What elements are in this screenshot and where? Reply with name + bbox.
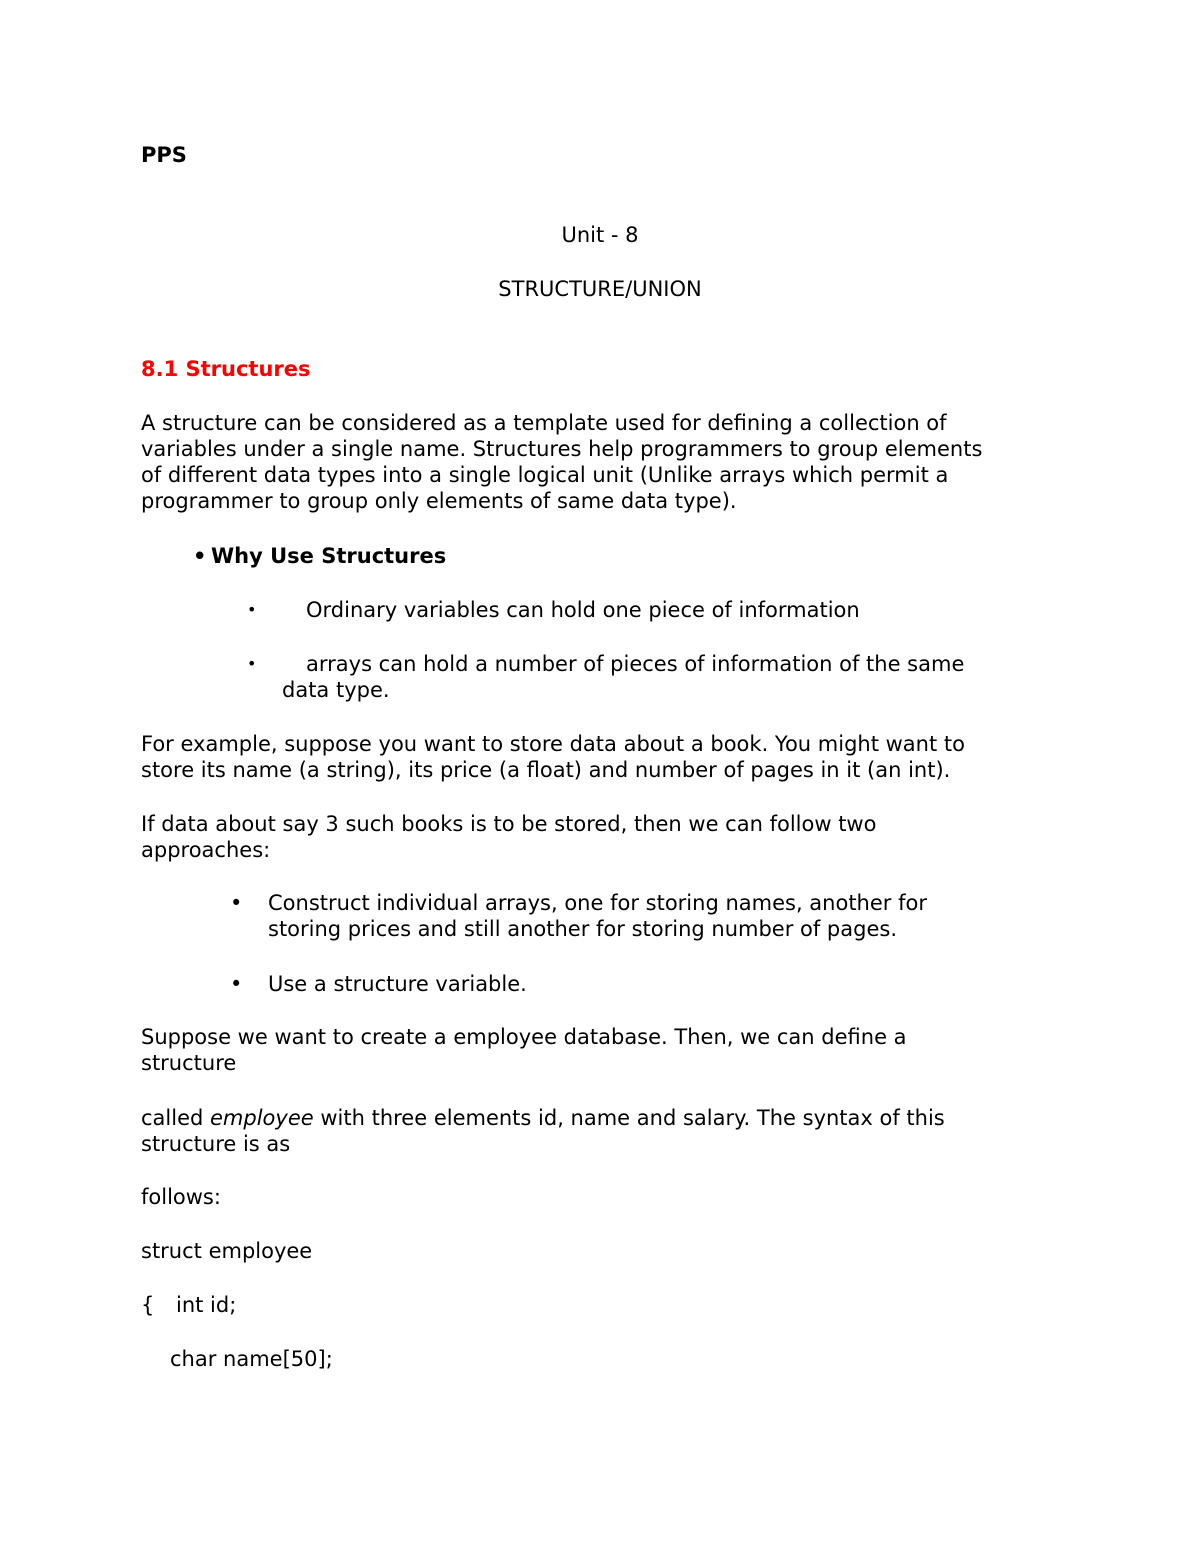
approach-item: Use a structure variable.: [268, 972, 527, 996]
employee-elements-line: [141, 1105, 1061, 1131]
intro-line: A structure can be considered as a template used for defining a collection of: [141, 411, 947, 435]
sub-bullet: •: [247, 600, 257, 619]
course-title: PPS: [141, 143, 187, 167]
employee-prefix: called: [141, 1106, 211, 1130]
intro-line: programmer to group only elements of same data type).: [141, 489, 737, 513]
example-line: store its name (a string), its price (a float) and number of pages in it (an int).: [141, 758, 951, 782]
topic-title: STRUCTURE/UNION: [498, 277, 702, 301]
employee-elements-line: structure is as: [141, 1132, 291, 1156]
employee-struct-name: employee: [210, 1106, 314, 1130]
approach-bullet: •: [230, 972, 243, 996]
approach-bullet: •: [230, 891, 243, 915]
why-item: arrays can hold a number of pieces of information of the same: [306, 652, 965, 676]
approach-item: Construct individual arrays, one for storing names, another for: [268, 891, 927, 915]
sub-bullet: •: [247, 654, 257, 673]
unit-title: Unit - 8: [561, 223, 639, 247]
why-item: Ordinary variables can hold one piece of information: [306, 598, 860, 622]
why-heading: Why Use Structures: [211, 544, 447, 568]
approaches-line: If data about say 3 such books is to be stored, then we can follow two: [141, 812, 877, 836]
follows-line: follows:: [141, 1185, 221, 1209]
code-line: int id;: [176, 1293, 237, 1317]
why-bullet: •: [193, 544, 207, 568]
employee-line: structure: [141, 1051, 237, 1075]
code-brace: {: [141, 1293, 155, 1317]
code-line: char name[50];: [170, 1347, 333, 1371]
intro-line: of different data types into a single logical unit (Unlike arrays which permit a: [141, 463, 949, 487]
approach-item-continuation: storing prices and still another for storing number of pages.: [268, 917, 897, 941]
employee-line: Suppose we want to create a employee database. Then, we can define a: [141, 1025, 907, 1049]
section-heading: 8.1 Structures: [141, 357, 311, 381]
code-line: struct employee: [141, 1239, 313, 1263]
intro-line: variables under a single name. Structures help programmers to group elements: [141, 437, 983, 461]
example-line: For example, suppose you want to store data about a book. You might want to: [141, 732, 965, 756]
approaches-line: approaches:: [141, 838, 271, 862]
why-item-continuation: data type.: [282, 678, 390, 702]
employee-suffix: with three elements id, name and salary. The syntax of this: [313, 1106, 945, 1130]
